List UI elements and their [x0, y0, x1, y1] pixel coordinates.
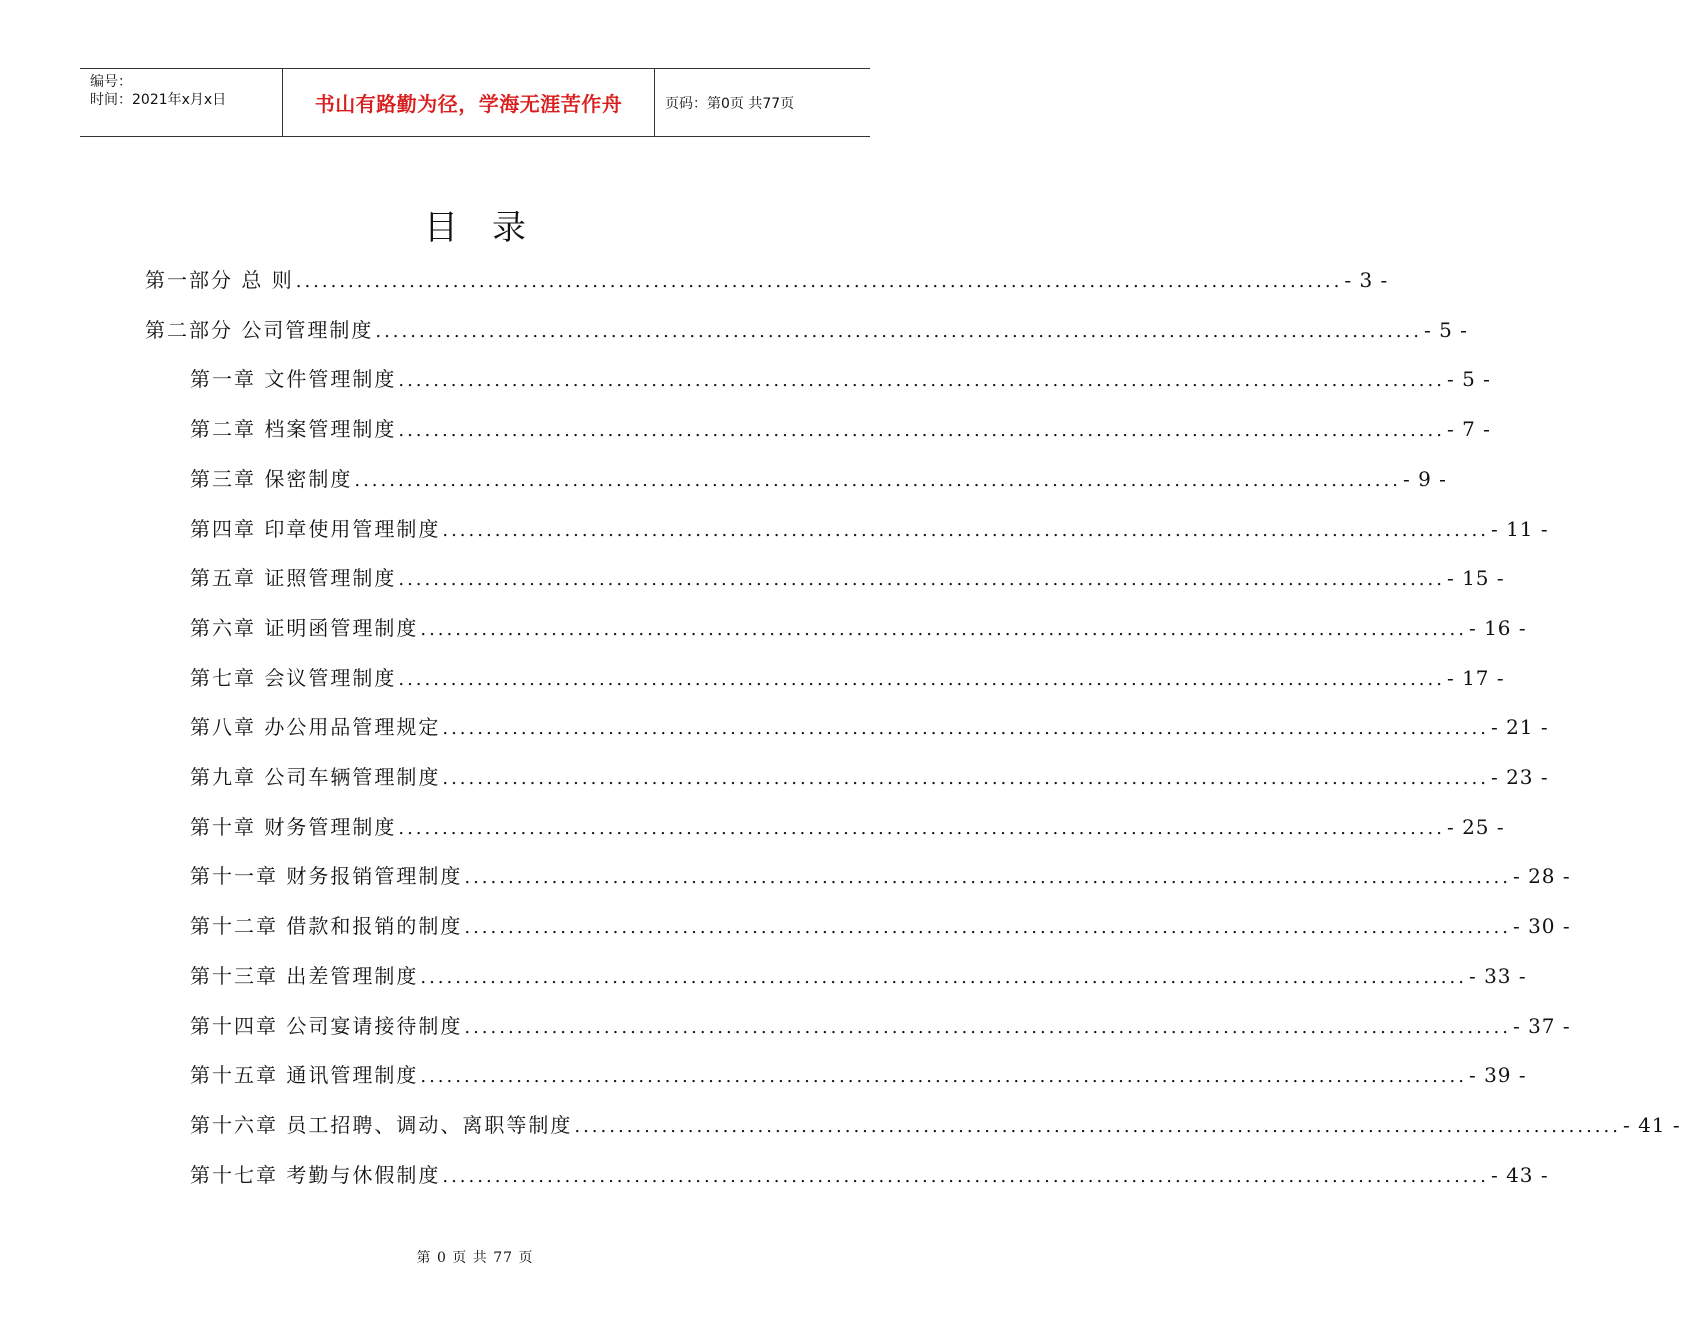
header-meta [80, 69, 283, 136]
toc-entry-page: - 11 - [1490, 516, 1549, 541]
toc-entry-page: - 25 - [1446, 814, 1505, 839]
toc-entry[interactable] [190, 1059, 1527, 1089]
toc-dot-leader: ........................................................................................................................ [398, 370, 1445, 392]
toc-entry-label: 第十五章 通讯管理制度 [190, 1063, 419, 1088]
header-page-info: 页码：第0页 共77页 [665, 95, 795, 112]
toc-entry-page: - 30 - [1512, 914, 1571, 939]
toc-entry[interactable] [190, 1010, 1571, 1040]
toc-dot-leader: ........................................................................................................................ [295, 271, 1343, 292]
toc-entry-label: 第十四章 公司宴请接待制度 [190, 1013, 463, 1038]
toc-entry-label: 第五章 证照管理制度 [190, 566, 397, 591]
toc-entry-label: 第二部分 公司管理制度 [145, 317, 374, 342]
toc-dot-leader: ........................................................................................................................ [420, 618, 1467, 640]
toc-entry[interactable] [190, 363, 1491, 393]
toc-entry-page: - 9 - [1402, 466, 1447, 491]
toc-entry-label: 第六章 证明函管理制度 [190, 615, 419, 640]
toc-dot-leader: ........................................................................................................................ [420, 1066, 1467, 1088]
toc-entry[interactable] [190, 1109, 1681, 1139]
toc-entry[interactable] [190, 960, 1527, 990]
toc-entry-label: 第九章 公司车辆管理制度 [190, 765, 441, 789]
toc-entry-page: - 17 - [1446, 665, 1505, 690]
toc-dot-leader: ........................................................................................................................ [420, 966, 1467, 988]
toc-entry[interactable] [145, 264, 1389, 294]
toc-entry[interactable] [190, 562, 1505, 592]
toc-entry-label: 第一部分 总 则 [145, 268, 294, 292]
toc-dot-leader: ........................................................................................................................ [398, 668, 1445, 690]
toc-entry-label: 第十三章 出差管理制度 [190, 963, 419, 988]
toc-title: 目录 [424, 208, 560, 248]
toc-entry-label: 第十一章 财务报销管理制度 [190, 864, 463, 889]
toc-dot-leader: ........................................................................................................................ [442, 1165, 1489, 1187]
toc-entry[interactable] [190, 463, 1447, 493]
toc-entry-page: - 15 - [1446, 566, 1505, 591]
toc-entry[interactable] [190, 811, 1505, 841]
document-code-label: 编号： [90, 74, 132, 90]
toc-dot-leader: ........................................................................................................................ [464, 917, 1511, 939]
toc-dot-leader: ........................................................................................................................ [398, 817, 1445, 839]
toc-entry-label: 第十七章 考勤与休假制度 [190, 1162, 441, 1187]
toc-entry-label: 第十二章 借款和报销的制度 [190, 914, 463, 939]
toc-entry[interactable] [190, 860, 1571, 890]
toc-entry-page: - 5 - [1423, 317, 1468, 342]
toc-dot-leader: ........................................................................................................................ [442, 768, 1489, 789]
toc-dot-leader: ........................................................................................................................ [442, 718, 1489, 740]
toc-dot-leader: ........................................................................................................................ [574, 1115, 1621, 1137]
page-header [80, 68, 870, 137]
toc-entry-page: - 5 - [1446, 367, 1491, 392]
toc-dot-leader: ........................................................................................................................ [375, 320, 1422, 342]
toc-entry-label: 第一章 文件管理制度 [190, 367, 397, 392]
toc-entry-label: 第二章 档案管理制度 [190, 417, 397, 442]
toc-entry-page: - 7 - [1446, 417, 1491, 442]
toc-entry[interactable] [190, 711, 1549, 741]
toc-entry-page: - 21 - [1490, 715, 1549, 740]
toc-entry-label: 第三章 保密制度 [190, 466, 353, 491]
toc-entry[interactable] [145, 314, 1468, 344]
toc-entry[interactable] [190, 910, 1571, 940]
toc-entry-page: - 39 - [1468, 1063, 1527, 1088]
toc-entry[interactable] [190, 513, 1549, 543]
toc-entry[interactable] [190, 761, 1549, 791]
toc-entry-page: - 23 - [1490, 765, 1549, 789]
toc-entry-page: - 43 - [1490, 1162, 1549, 1187]
toc-entry-page: - 16 - [1468, 615, 1527, 640]
toc-entry-label: 第四章 印章使用管理制度 [190, 516, 441, 541]
toc-dot-leader: ........................................................................................................................ [398, 420, 1445, 442]
toc-entry-label: 第十六章 员工招聘、调动、离职等制度 [190, 1112, 573, 1137]
toc-entry-label: 第七章 会议管理制度 [190, 665, 397, 690]
toc-entry-page: - 37 - [1512, 1013, 1571, 1038]
toc-entry-label: 第八章 办公用品管理规定 [190, 715, 441, 740]
toc-entry-page: - 3 - [1344, 268, 1389, 292]
toc-entry-page: - 41 - [1622, 1112, 1681, 1137]
toc-entry-page: - 28 - [1512, 864, 1571, 889]
toc-dot-leader: ........................................................................................................................ [464, 1016, 1511, 1038]
toc-dot-leader: ........................................................................................................................ [398, 569, 1445, 591]
toc-entry[interactable] [190, 662, 1505, 692]
document-time-label: 时间：2021年x月x日 [90, 92, 227, 108]
toc-dot-leader: ........................................................................................................................ [442, 519, 1489, 541]
toc-dot-leader: ........................................................................................................................ [354, 469, 1401, 491]
header-motto: 书山有路勤为径，学海无涯苦作舟 [283, 69, 655, 136]
toc-entry[interactable] [190, 612, 1527, 642]
page-footer: 第 0 页 共 77 页 [416, 1250, 534, 1266]
toc-entry-page: - 33 - [1468, 963, 1527, 988]
toc-entry-label: 第十章 财务管理制度 [190, 814, 397, 839]
toc-entry[interactable] [190, 1159, 1549, 1189]
toc-entry[interactable] [190, 413, 1491, 443]
toc-dot-leader: ........................................................................................................................ [464, 867, 1511, 889]
